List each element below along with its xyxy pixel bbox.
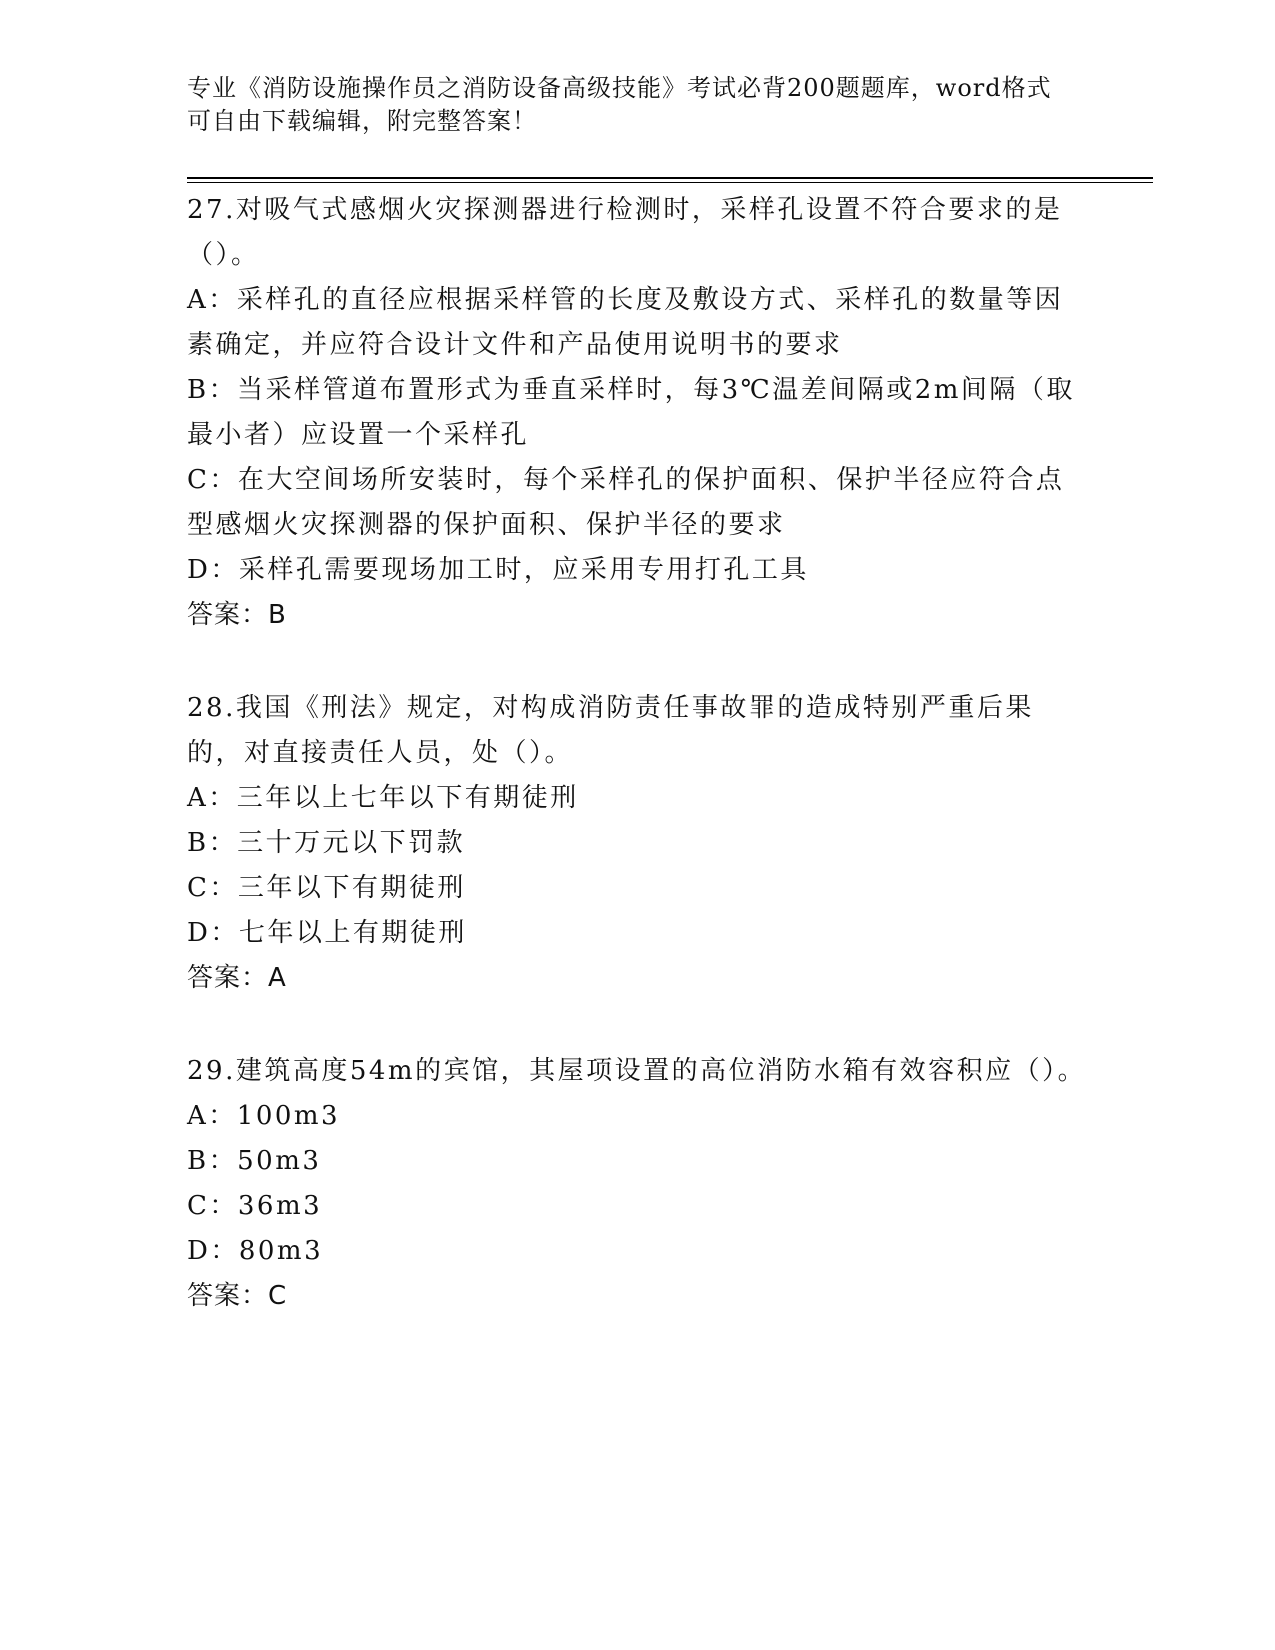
header-divider-thin xyxy=(187,182,1153,183)
option-d: D：采样孔需要现场加工时，应采用专用打孔工具 xyxy=(187,555,809,585)
question-stem: 29.建筑高度54m的宾馆，其屋项设置的高位消防水箱有效容积应（）。 xyxy=(187,1056,1087,1086)
option-b: B：当采样管道布置形式为垂直采样时，每3℃温差间隔或2m间隔（取最小者）应设置一个采样孔 xyxy=(187,375,1075,450)
question-27 xyxy=(187,188,1087,638)
option-b: B：三十万元以下罚款 xyxy=(187,828,466,858)
answer-line: 答案：C xyxy=(187,1281,288,1311)
question-stem: 27.对吸气式感烟火灾探测器进行检测时，采样孔设置不符合要求的是（）。 xyxy=(187,195,1063,270)
document-title: 专业《消防设施操作员之消防设备高级技能》考试必背200题题库，word格式可自由下载编辑，附完整答案！ xyxy=(187,74,1052,135)
option-d: D：七年以上有期徒刑 xyxy=(187,918,467,948)
question-stem: 28.我国《刑法》规定，对构成消防责任事故罪的造成特别严重后果的，对直接责任人员，处（）。 xyxy=(187,693,1034,768)
option-d: D：80m3 xyxy=(187,1236,324,1266)
option-a: A：三年以上七年以下有期徒刑 xyxy=(187,783,579,813)
option-c: C：36m3 xyxy=(187,1191,323,1221)
option-a: A：采样孔的直径应根据采样管的长度及敷设方式、采样孔的数量等因素确定，并应符合设计文件和产品使用说明书的要求 xyxy=(187,285,1064,360)
option-b: B：50m3 xyxy=(187,1146,322,1176)
document-header xyxy=(187,72,1067,138)
answer-line: 答案：A xyxy=(187,963,287,993)
question-list xyxy=(187,188,1087,1367)
header-divider-thick xyxy=(187,177,1153,179)
question-29 xyxy=(187,1049,1087,1319)
option-c: C：在大空间场所安装时，每个采样孔的保护面积、保护半径应符合点型感烟火灾探测器的保护面积、保护半径的要求 xyxy=(187,465,1065,540)
option-a: A：100m3 xyxy=(187,1101,341,1131)
question-28 xyxy=(187,686,1087,1001)
answer-line: 答案：B xyxy=(187,600,287,630)
option-c: C：三年以下有期徒刑 xyxy=(187,873,466,903)
